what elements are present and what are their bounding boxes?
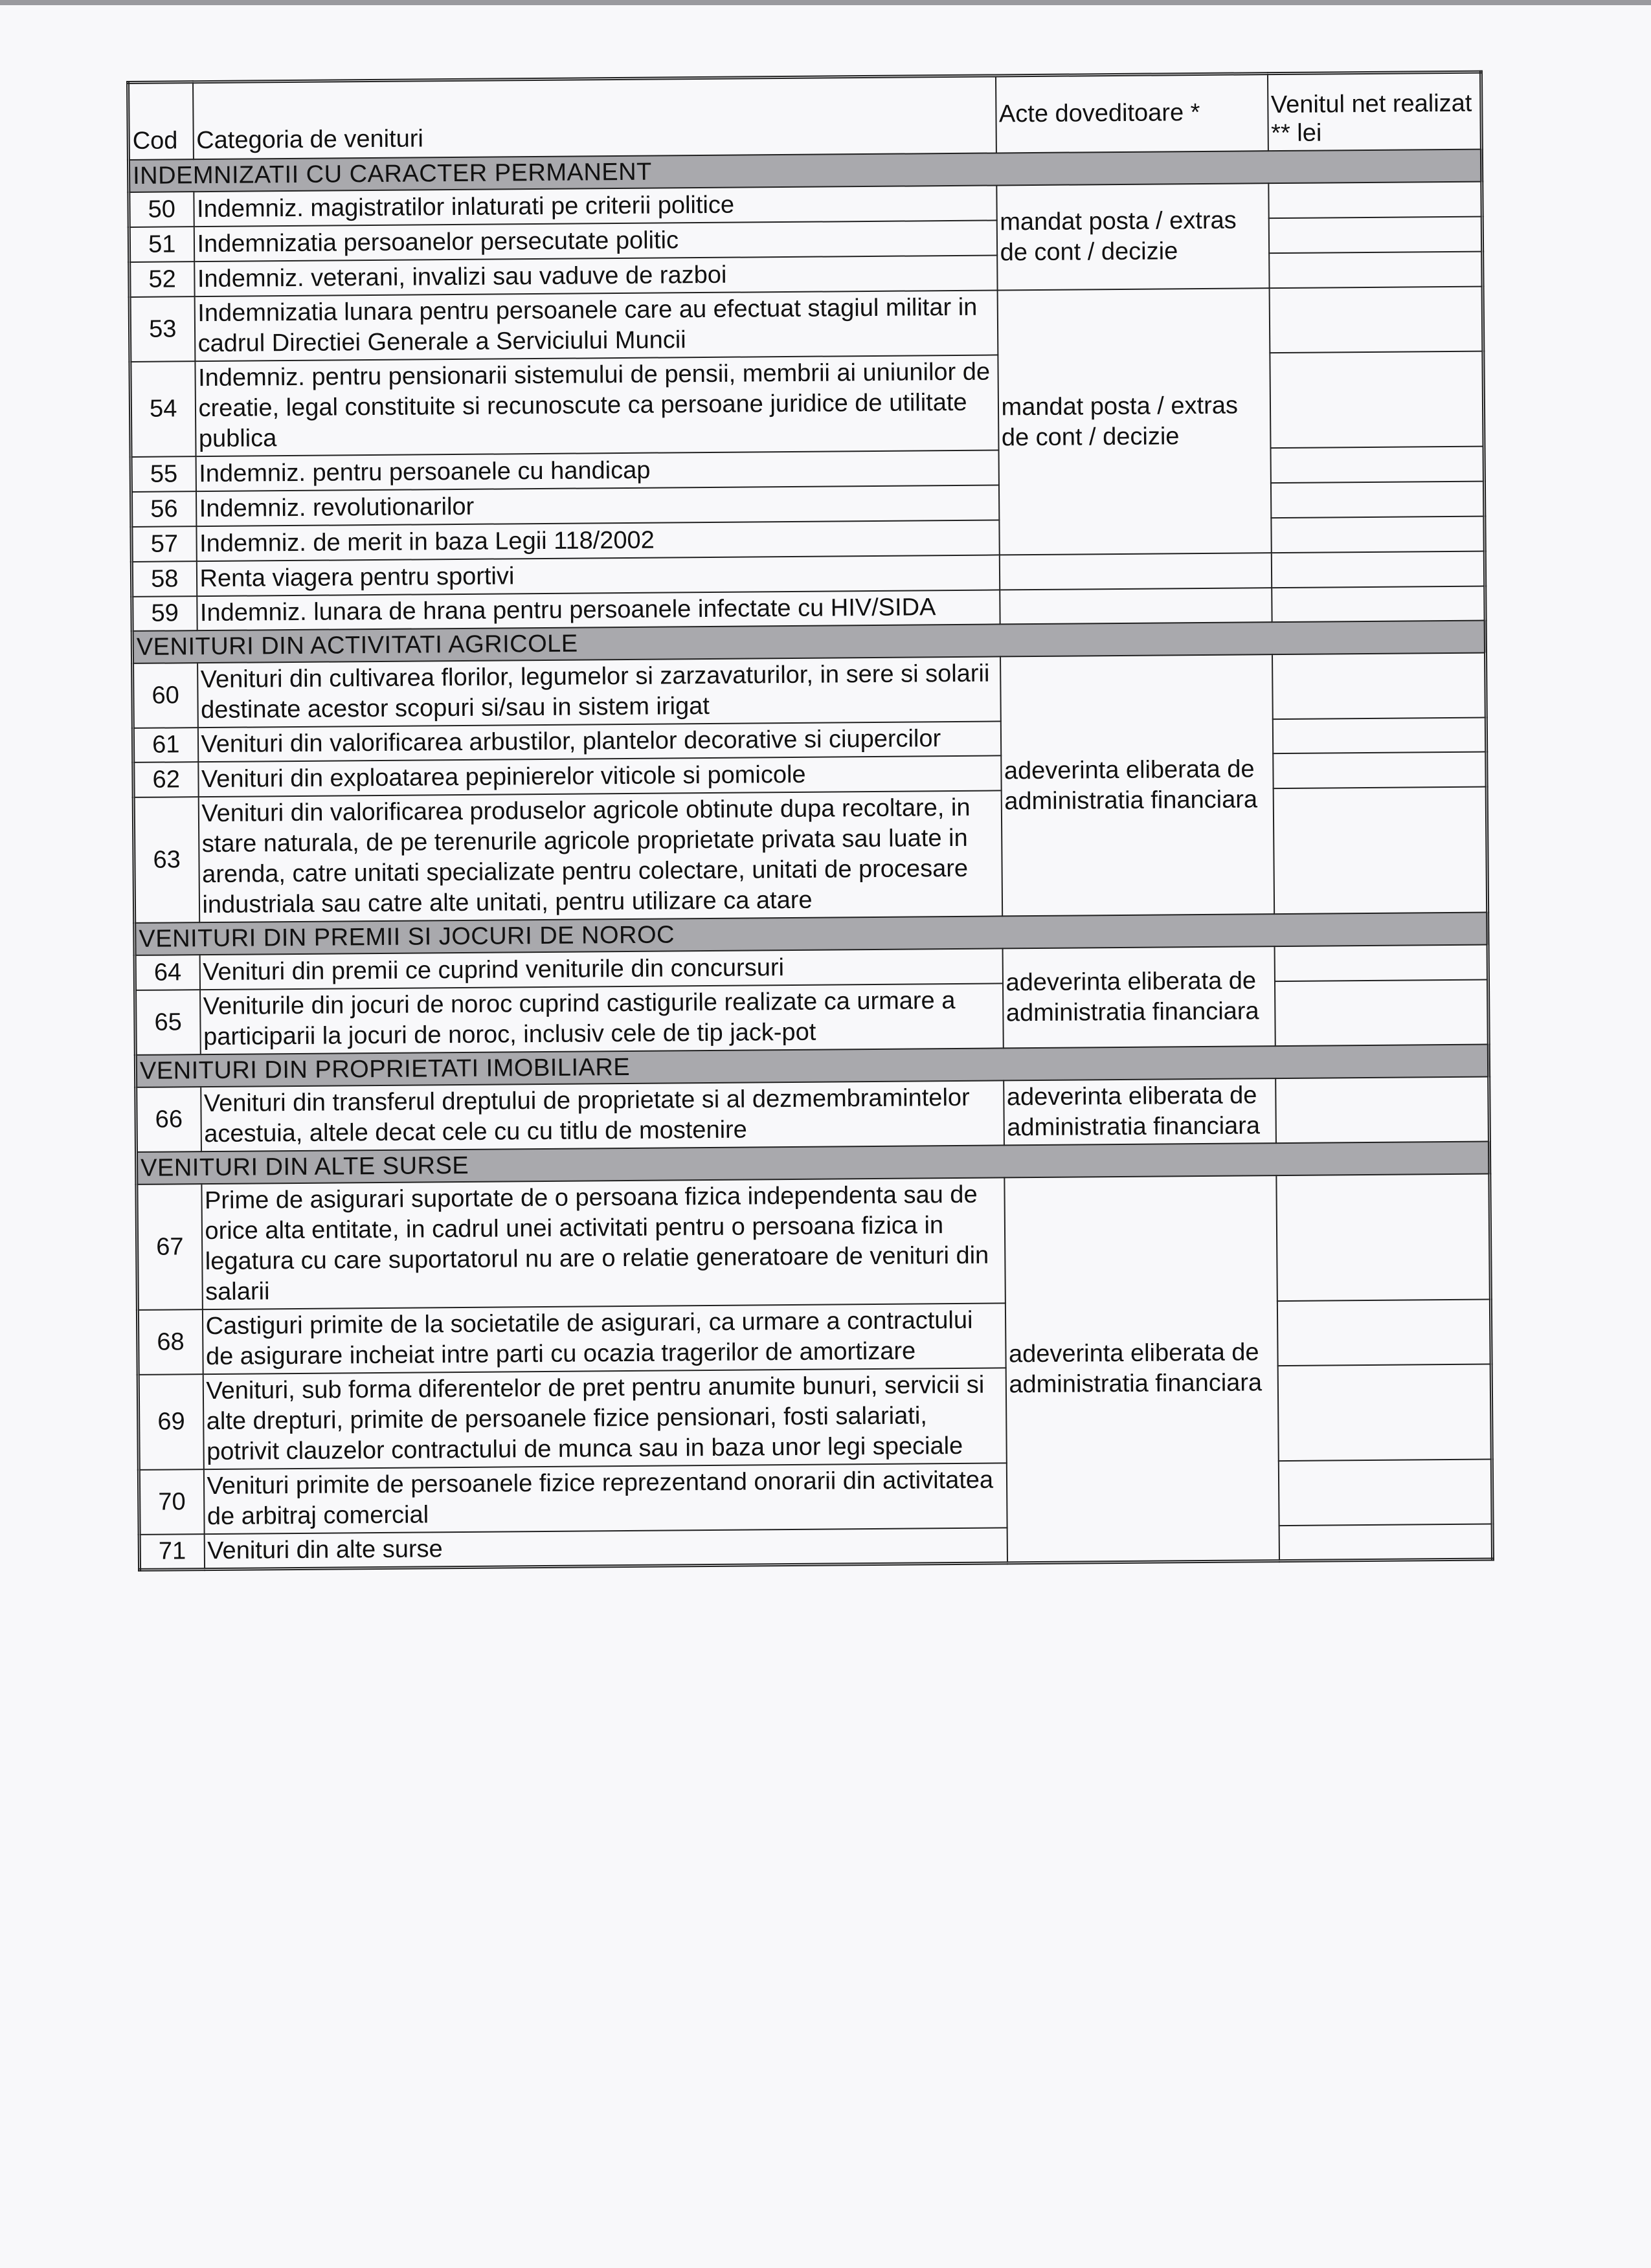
row-cod: 60 (133, 663, 198, 728)
row-category: Indemniz. veterani, invalizi sau vaduve de razboi (194, 255, 997, 296)
row-category: Castiguri primite de la societatile de asigurari, ca urmare a contractului de asigurare incheiat intre parti cu ocazia tragerilor de amortizare (202, 1303, 1005, 1374)
section-title: VENITURI DIN PREMII SI JOCURI DE NOROC (135, 913, 1488, 955)
row-category: Indemniz. lunara de hrana pentru persoanele infectate cu HIV/SIDA (197, 590, 1000, 630)
income-value-cell[interactable] (1273, 787, 1488, 915)
scan-edge (0, 0, 1651, 5)
row-cod: 61 (133, 728, 197, 762)
row-cod: 58 (131, 561, 196, 597)
row-acte-empty (1000, 588, 1272, 624)
row-category: Indemnizatia lunara pentru persoanele care au efectuat stagiul militar in cadrul Directiei Generale a Serviciului Muncii (194, 290, 998, 361)
row-acte: adeverinta eliberata de administratia financiara (1002, 946, 1275, 1048)
row-cod: 57 (131, 526, 196, 562)
income-value-cell[interactable] (1277, 1364, 1492, 1462)
table-row (129, 287, 1483, 362)
table-row (130, 351, 1484, 457)
table-row (138, 1364, 1492, 1470)
row-cod: 68 (137, 1309, 203, 1375)
income-value-cell[interactable] (1270, 482, 1484, 518)
row-category: Venituri din cultivarea florilor, legumelor si zarzavaturilor, in sere si solarii destinate acestor scopuri si/sau in sistem irigat (197, 656, 1001, 728)
row-cod: 66 (136, 1087, 201, 1152)
table-row (139, 1459, 1492, 1534)
row-cod: 52 (129, 261, 194, 297)
income-value-cell[interactable] (1269, 287, 1483, 353)
row-cod: 67 (137, 1184, 203, 1310)
row-category: Venituri din alte surse (204, 1528, 1007, 1569)
row-category: Venituri din premii ce cuprind veniturile din concursuri (199, 948, 1002, 990)
section-title: INDEMNIZATII CU CARACTER PERMANENT (128, 150, 1481, 192)
row-category: Venituri din exploatarea pepinierelor viticole si pomicole (198, 755, 1001, 797)
income-value-cell[interactable] (1274, 980, 1488, 1047)
row-category: Indemniz. magistratilor inlaturati pe criterii politice (194, 185, 996, 227)
income-value-cell[interactable] (1272, 653, 1487, 720)
income-value-cell[interactable] (1274, 945, 1488, 982)
row-cod: 62 (133, 762, 198, 797)
income-value-cell[interactable] (1276, 1174, 1491, 1302)
income-categories-table (126, 71, 1494, 1572)
row-cod: 55 (131, 456, 196, 492)
table-row (133, 787, 1487, 923)
row-acte: adeverinta eliberata de administratia financiara (1004, 1175, 1279, 1563)
income-value-cell[interactable] (1271, 551, 1485, 588)
income-value-cell[interactable] (1278, 1459, 1492, 1526)
income-value-cell[interactable] (1270, 447, 1484, 484)
row-cod: 56 (131, 491, 196, 527)
section-title: VENITURI DIN ACTIVITATI AGRICOLE (132, 621, 1485, 663)
row-category: Venituri primite de persoanele fizice reprezentand onorarii din activitatea de arbitraj comercial (203, 1463, 1007, 1534)
row-category: Venituri din valorificarea produselor agricole obtinute dupa recoltare, in stare naturala, de pe terenurile agricole proprietate privata sau luate in arenda, catre unitati specializate pentru colectare, unitati de procesare industriala sau catre alte unitati, pentru utilizare ca atare (198, 790, 1002, 922)
income-value-cell[interactable] (1271, 517, 1485, 553)
header-cod: Cod (128, 82, 194, 160)
row-category: Prime de asigurari suportate de o persoana fizica independenta sau de orice alta entitate, in cadrul unei activitati pentru o persoana fizica in legatura cu care suportatorul nu are o relatie generatoare de venituri din salarii (201, 1177, 1005, 1309)
table-row (137, 1174, 1490, 1310)
row-cod: 54 (130, 361, 196, 457)
row-category: Renta viagera pentru sportivi (196, 555, 999, 596)
row-category: Venituri, sub forma diferentelor de pret pentru anumite bunuri, servicii si alte drepturi, primite de persoanele fizice pensionari, fosti salariati, potrivit clauzelor contractului de munca sau in baza unor legi speciale (203, 1368, 1006, 1469)
income-value-cell[interactable] (1279, 1524, 1492, 1561)
row-category: Venituri din valorificarea arbustilor, plantelor decorative si ciupercilor (197, 721, 1000, 762)
row-category: Veniturile din jocuri de noroc cuprind castigurile realizate ca urmare a participarii la jocuri de noroc, inclusiv cele de tip jack-pot (200, 983, 1004, 1054)
row-cod: 70 (139, 1469, 204, 1535)
row-acte: adeverinta eliberata de administratia financiara (1004, 1078, 1276, 1145)
row-cod: 64 (135, 955, 199, 990)
header-acte: Acte doveditoare * (995, 74, 1268, 153)
row-acte-empty (999, 553, 1271, 590)
income-value-cell[interactable] (1272, 718, 1486, 754)
income-value-cell[interactable] (1270, 351, 1484, 449)
row-category: Indemnizatia persoanelor persecutate politic (194, 220, 996, 261)
table-row (137, 1300, 1491, 1375)
section-title: VENITURI DIN ALTE SURSE (136, 1142, 1489, 1184)
row-cod: 65 (135, 990, 201, 1055)
table-row (136, 1077, 1490, 1152)
table-header-row (128, 72, 1482, 160)
row-category: Indemniz. de merit in baza Legii 118/2002 (196, 520, 999, 561)
row-category: Venituri din transferul dreptului de proprietate si al dezmembramintelor acestuia, altele decat cele cu cu titlu de mostenire (201, 1080, 1004, 1151)
row-category: Indemniz. revolutionarilor (196, 485, 998, 526)
table-row (135, 980, 1489, 1055)
row-cod: 59 (132, 596, 197, 631)
row-acte: mandat posta / extras de cont / decizie (997, 288, 1271, 555)
income-value-cell[interactable] (1275, 1077, 1490, 1144)
row-cod: 63 (133, 797, 199, 923)
row-cod: 53 (129, 296, 195, 362)
section-title: VENITURI DIN PROPRIETATI IMOBILIARE (135, 1045, 1488, 1087)
row-cod: 69 (138, 1374, 203, 1470)
income-value-cell[interactable] (1269, 252, 1483, 289)
header-venitul: Venitul net realizat ** lei (1267, 72, 1481, 151)
income-value-cell[interactable] (1273, 752, 1487, 789)
row-acte: mandat posta / extras de cont / decizie (996, 183, 1269, 290)
row-cod: 51 (129, 227, 194, 262)
income-value-cell[interactable] (1277, 1300, 1491, 1366)
row-category: Indemniz. pentru pensionarii sistemului de pensii, membrii ai uniunilor de creatie, legal constituite si recunoscute ca persoane juridice de utilitate publica (195, 355, 998, 456)
table-row (133, 653, 1487, 728)
income-value-cell[interactable] (1268, 182, 1482, 219)
header-categoria: Categoria de venituri (193, 76, 996, 159)
row-category: Indemniz. pentru persoanele cu handicap (196, 450, 998, 491)
row-cod: 71 (139, 1534, 204, 1570)
income-form-sheet (126, 71, 1491, 1572)
income-value-cell[interactable] (1268, 217, 1482, 254)
income-value-cell[interactable] (1272, 586, 1485, 623)
row-acte: adeverinta eliberata de administratia financiara (1000, 654, 1274, 916)
row-cod: 50 (129, 192, 194, 227)
